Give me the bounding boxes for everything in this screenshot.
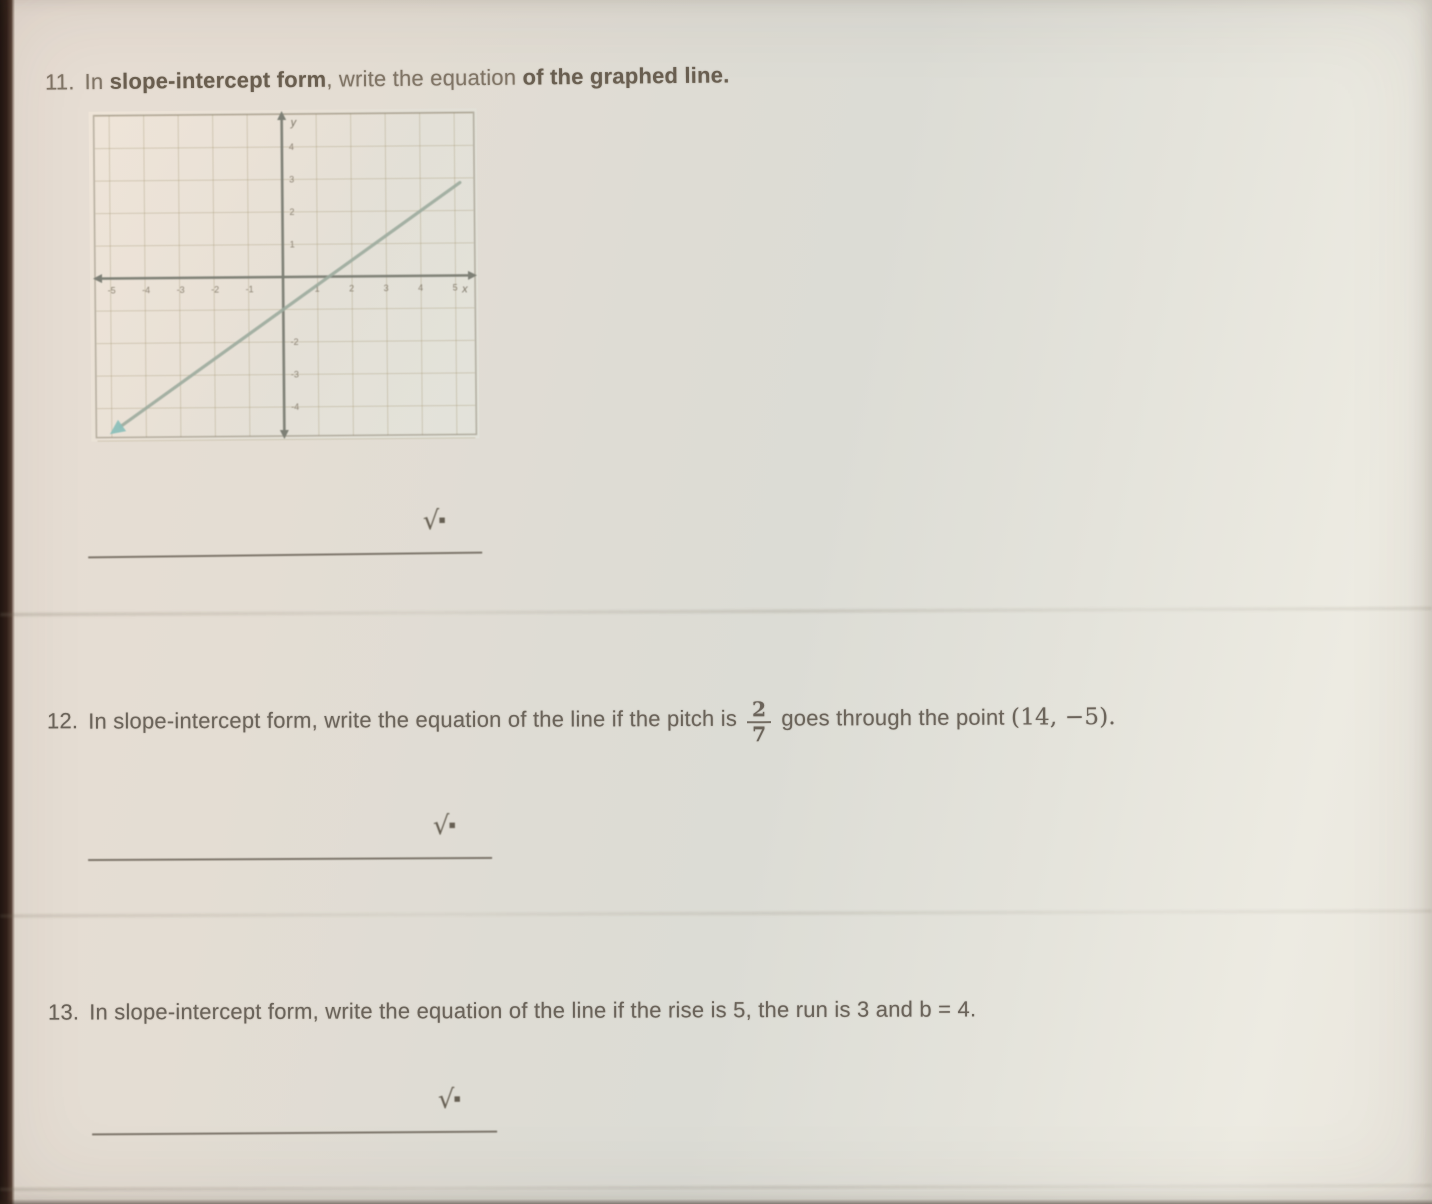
svg-text:-2: -2 — [211, 284, 220, 295]
section-divider — [0, 1184, 1432, 1191]
section-divider — [0, 607, 1432, 616]
svg-text:y: y — [290, 116, 297, 129]
photo-left-edge — [0, 0, 15, 1204]
svg-text:3: 3 — [383, 283, 389, 294]
radical-glyph: √ — [437, 1084, 455, 1115]
question-11-middle: , write the equation — [326, 64, 523, 92]
question-11-bold-phrase: slope-intercept form — [109, 66, 327, 94]
answer-blank-line-q13[interactable] — [92, 1131, 497, 1136]
question-12-after-fraction: goes through the point — [781, 704, 1005, 731]
question-11-number: 11. — [44, 69, 75, 95]
radical-glyph: √ — [422, 506, 440, 537]
section-divider — [0, 910, 1432, 918]
question-13-text — [48, 996, 976, 1025]
question-11-prefix: In — [84, 68, 110, 95]
svg-text:x: x — [462, 283, 468, 296]
fraction-two-sevenths — [747, 699, 771, 744]
svg-text:2: 2 — [349, 283, 355, 294]
question-12-number: 12. — [46, 708, 79, 734]
answer-blank-line-q12[interactable] — [88, 857, 492, 861]
question-12-text — [47, 698, 1116, 748]
svg-text:-3: -3 — [176, 284, 185, 295]
radical-input-icon[interactable] — [438, 1085, 461, 1115]
answer-area-q11 — [88, 506, 483, 571]
radical-box-glyph: ▪ — [453, 1091, 461, 1105]
radical-box-glyph: ▪ — [448, 818, 456, 832]
svg-text:4: 4 — [418, 282, 424, 293]
svg-text:2: 2 — [289, 206, 295, 217]
svg-text:-5: -5 — [107, 285, 116, 296]
coordinate-plane-svg — [89, 108, 480, 441]
question-12-point: (14, −5). — [1010, 704, 1116, 731]
radical-glyph: √ — [432, 811, 450, 842]
svg-text:-3: -3 — [290, 369, 299, 380]
question-12-before-fraction: In slope-intercept form, write the equation of the line if the pitch is — [88, 705, 738, 734]
question-11-text — [45, 62, 730, 95]
svg-text:4: 4 — [288, 141, 294, 152]
answer-blank-line-q11[interactable] — [88, 552, 482, 559]
answer-area-q13 — [92, 1085, 497, 1148]
fraction-numerator: 2 — [747, 699, 771, 723]
question-11-tail: of the graphed line. — [522, 62, 730, 90]
question-13-number: 13. — [47, 999, 80, 1025]
svg-text:-2: -2 — [290, 336, 299, 347]
photo-bottom-edge — [0, 1199, 1432, 1204]
graph-plot — [89, 108, 480, 441]
svg-text:1: 1 — [314, 283, 320, 294]
answer-area-q12 — [88, 811, 492, 873]
svg-text:3: 3 — [289, 174, 295, 185]
svg-text:-4: -4 — [291, 401, 300, 412]
svg-text:5: 5 — [452, 282, 458, 293]
svg-text:-1: -1 — [245, 284, 254, 295]
svg-text:-4: -4 — [142, 285, 151, 296]
radical-box-glyph: ▪ — [438, 513, 446, 527]
radical-input-icon[interactable] — [423, 506, 446, 536]
svg-text:1: 1 — [289, 239, 295, 250]
question-13-body: In slope-intercept form, write the equation of the line if the rise is 5, the run is 3 and b = 4. — [89, 996, 977, 1025]
radical-input-icon[interactable] — [433, 811, 456, 841]
fraction-denominator: 7 — [752, 721, 767, 746]
